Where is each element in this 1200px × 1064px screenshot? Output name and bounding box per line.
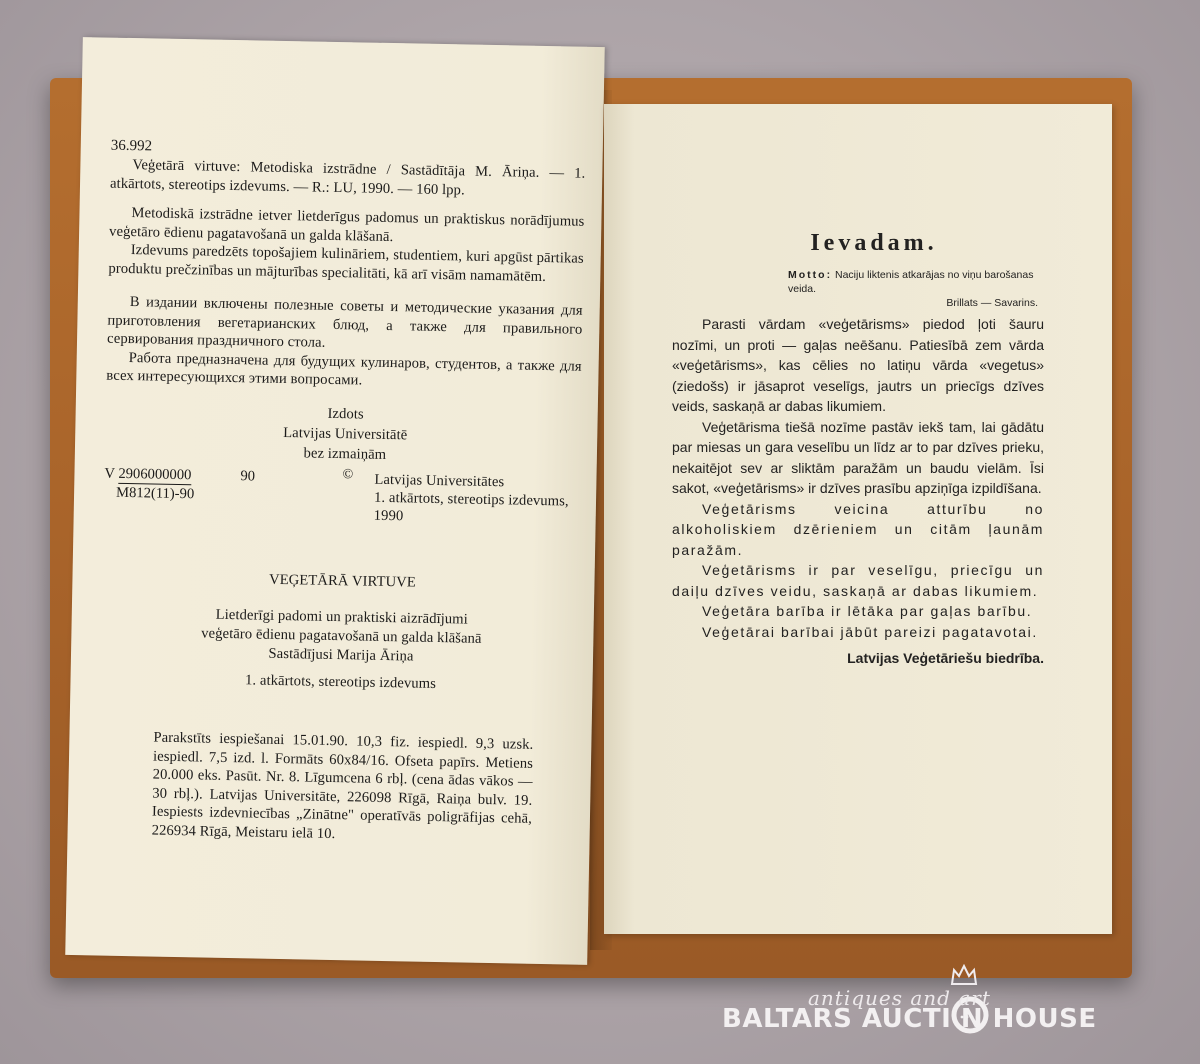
motto-label: Motto: bbox=[788, 269, 833, 281]
title-block bbox=[150, 569, 532, 696]
left-page bbox=[65, 37, 605, 965]
index-code-secondary: M812(11)-90 bbox=[115, 484, 195, 503]
index-code bbox=[104, 466, 265, 505]
copyright-line: Latvijas Universitātes bbox=[374, 471, 505, 491]
maxim-paragraph: Veģetāra barība ir lētāka par gaļas barību. bbox=[702, 603, 1033, 619]
section-heading: Ievadam. bbox=[810, 230, 938, 256]
right-page bbox=[604, 104, 1112, 934]
crown-icon bbox=[950, 964, 978, 986]
description-paragraph: Izdevums paredzēts topošajiem kulināriem, studentiem, kuri apgūst pārtikas produktu prečzinības un mājturības specialitāti, kā arī visām namamātēm. bbox=[108, 242, 584, 285]
body-paragraph: Parasti vārdam «veģetārisms» piedod ļoti šauru nozīmi, un proti — gaļas neēšanu. Patiesībā zem vārda «veģetārisms», kas cēlies no latiņu vārda «vegetus» (ziedošs) ir jāsaprot veselīgs, jautrs un priecīgs dzīves veids, saskaņā ar dabas likumiem. bbox=[672, 316, 1044, 414]
description-paragraph: Работа предназначена для будущих кулинаров, студентов, а также для всех интересующихся этими вопросами. bbox=[106, 349, 582, 389]
imprint-line: Izdots bbox=[327, 405, 364, 423]
bibliographic-entry bbox=[110, 156, 586, 202]
description-paragraph: В издании включены полезные советы и методические указания для приготовления вегетарианских блюд, а также для правильного сервирования праздничного стола. bbox=[106, 294, 583, 351]
watermark-subtitle: antiques and art bbox=[808, 986, 991, 1010]
motto-block bbox=[788, 268, 1038, 310]
copyright-icon: © bbox=[342, 467, 354, 483]
imprint-line: bez izmaiņām bbox=[303, 445, 387, 463]
description-paragraph: Metodiskā izstrādne ietver lietderīgus padomus un praktiskus norādījumus veģetāro ēdienu pagatavošanā un galda klāšanā. bbox=[108, 205, 585, 245]
copyright-line: 1. atkārtots, stereotips izdevums, bbox=[373, 489, 569, 510]
maxim-paragraph: Veģetārai barībai jābūt pareizi pagatavotai. bbox=[702, 623, 1038, 640]
book-title: VEĢETĀRĀ VIRTUVE bbox=[268, 571, 416, 591]
imprint-line: Latvijas Universitātē bbox=[283, 424, 408, 444]
body-paragraph: Veģetārisma tiešā nozīme pastāv iekš tam, lai gādātu par miesas un gara veselību un līdz ar to par dzīves prieku, nekaitējot sev ar sliktām paražām un baudu vielām. Īsi sakot, «veģetārisms» ir dzīves prasību apziņīga izpildīšana. bbox=[672, 418, 1044, 496]
copyright-line: 1990 bbox=[373, 507, 404, 525]
bibliographic-text: Veģetārā virtuve: Metodiska izstrādne / Sastādītāja M. Āriņa. — 1. atkārtots, stereotips izdevums. — R.: LU, 1990. — 160 lpp. bbox=[109, 157, 586, 199]
copyright-block bbox=[374, 471, 575, 529]
motto-author: Brillats — Savarins. bbox=[946, 297, 1038, 309]
society-signature: Latvijas Veģetāriešu biedrība. bbox=[847, 650, 1044, 666]
auction-house-watermark bbox=[700, 960, 1160, 1060]
print-details-text: Parakstīts iespiešanai 15.01.90. 10,3 fiz. iespiedl. 9,3 uzsk. iespiedl. 7,5 izd. l. Formāts 60x84/16. Ofseta papīrs. Metiens 20.000 eks. Pasūt. Nr. 8. Līgumcena 6 rbļ. (cena ādas vākos — 30 rbļ.). Latvijas Universitāte, 226098 Rīgā, Raiņa bulv. 19. Iespiests izdevniecības „Zinātne" operatīvās poligrāfijas cehā, 226934 Rīgā, Meistaru ielā 10. bbox=[151, 729, 534, 843]
russian-description bbox=[106, 293, 583, 395]
watermark-brand: BALTARS AUCTI N HOUSE bbox=[722, 1004, 1097, 1034]
maxim-paragraph: Veģetārisms veicina atturību no alkoholiskiem dzērieniem un citām ļaunām paražām. bbox=[672, 500, 1044, 558]
maxim-paragraph: Veģetārisms ir par veselīgu, priecīgu un daiļu dzīves veidu, saskaņā ar dabas likumiem. bbox=[672, 562, 1044, 599]
latvian-description bbox=[108, 204, 584, 287]
compiler-credit: Sastādījusi Marija Āriņa bbox=[268, 645, 414, 665]
catalog-code: 36.992 bbox=[110, 137, 153, 155]
book-subtitle: Lietderīgi padomi un praktiski aizrādījumi bbox=[215, 606, 469, 628]
motto-line bbox=[788, 268, 1038, 296]
index-number: 2906000000 bbox=[118, 465, 192, 484]
book-subtitle: veģetāro ēdienu pagatavošanā un galda klāšanā bbox=[201, 625, 482, 647]
motto-text: Naciju liktenis atkarājas no viņu barošanas veida. bbox=[788, 269, 1034, 295]
intro-body bbox=[672, 314, 1044, 669]
index-suffix: 90 bbox=[240, 468, 256, 485]
edition-note: 1. atkārtots, stereotips izdevums bbox=[244, 672, 437, 692]
print-details bbox=[151, 729, 533, 848]
imprint-note bbox=[195, 401, 496, 467]
index-letter: V bbox=[104, 465, 115, 482]
